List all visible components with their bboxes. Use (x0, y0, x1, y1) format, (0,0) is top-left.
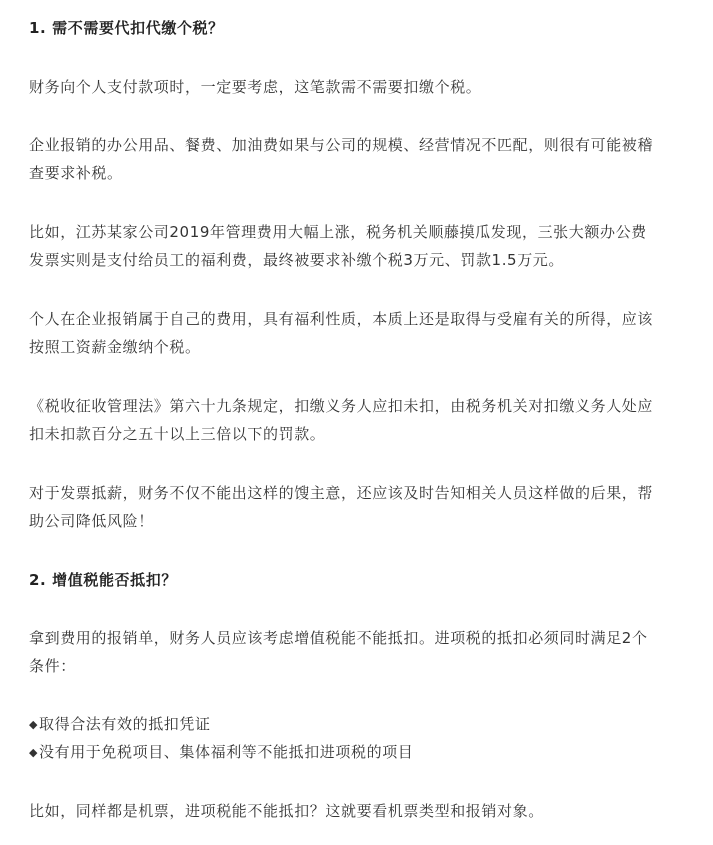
paragraph (29, 73, 689, 101)
list-item-text: 没有用于免税项目、集体福利等不能抵扣进项税的项目 (39, 743, 414, 761)
paragraph-line: 个人在企业报销属于自己的费用，具有福利性质，本质上还是取得与受雇有关的所得，应该 (29, 310, 654, 328)
section-heading-vat-deduction (29, 566, 689, 594)
list-item (29, 710, 689, 738)
paragraph (29, 305, 689, 361)
paragraph-line: 比如，同样都是机票，进项税能不能抵扣？这就要看机票类型和报销对象。 (29, 802, 544, 820)
paragraph-line: 发票实则是支付给员工的福利费，最终被要求补缴个税3万元、罚款1.5万元。 (29, 251, 565, 269)
paragraph-line: 对于发票抵薪，财务不仅不能出这样的馊主意，还应该及时告知相关人员这样做的后果，帮 (29, 484, 654, 502)
paragraph-line: 比如，江苏某家公司2019年管理费用大幅上涨，税务机关顺藤摸瓜发现，三张大额办公费 (29, 223, 647, 241)
heading-text: 1. 需不需要代扣代缴个税？ (29, 19, 224, 37)
list-item-text: 取得合法有效的抵扣凭证 (39, 715, 211, 733)
paragraph (29, 131, 689, 187)
diamond-bullet-icon: ◆ (29, 718, 39, 731)
paragraph-line: 条件： (29, 657, 76, 675)
paragraph-line: 助公司降低风险！ (29, 512, 154, 530)
paragraph (29, 624, 689, 680)
list-item (29, 738, 689, 766)
bullet-list (29, 710, 689, 766)
paragraph-line: 财务向个人支付款项时，一定要考虑，这笔款需不需要扣缴个税。 (29, 78, 482, 96)
paragraph (29, 392, 689, 448)
paragraph (29, 479, 689, 535)
diamond-bullet-icon: ◆ (29, 746, 39, 759)
paragraph (29, 218, 689, 274)
paragraph-line: 按照工资薪金缴纳个税。 (29, 338, 201, 356)
paragraph-line: 企业报销的办公用品、餐费、加油费如果与公司的规模、经营情况不匹配，则很有可能被稽 (29, 136, 654, 154)
paragraph (29, 797, 689, 825)
heading-text: 2. 增值税能否抵扣？ (29, 571, 177, 589)
section-heading-withholding-tax (29, 14, 689, 42)
paragraph-line: 拿到费用的报销单，财务人员应该考虑增值税能不能抵扣。进项税的抵扣必须同时满足2个 (29, 629, 648, 647)
paragraph-line: 扣未扣款百分之五十以上三倍以下的罚款。 (29, 425, 326, 443)
paragraph-line: 查要求补税。 (29, 164, 123, 182)
paragraph-line: 《税收征收管理法》第六十九条规定，扣缴义务人应扣未扣，由税务机关对扣缴义务人处应 (29, 397, 654, 415)
